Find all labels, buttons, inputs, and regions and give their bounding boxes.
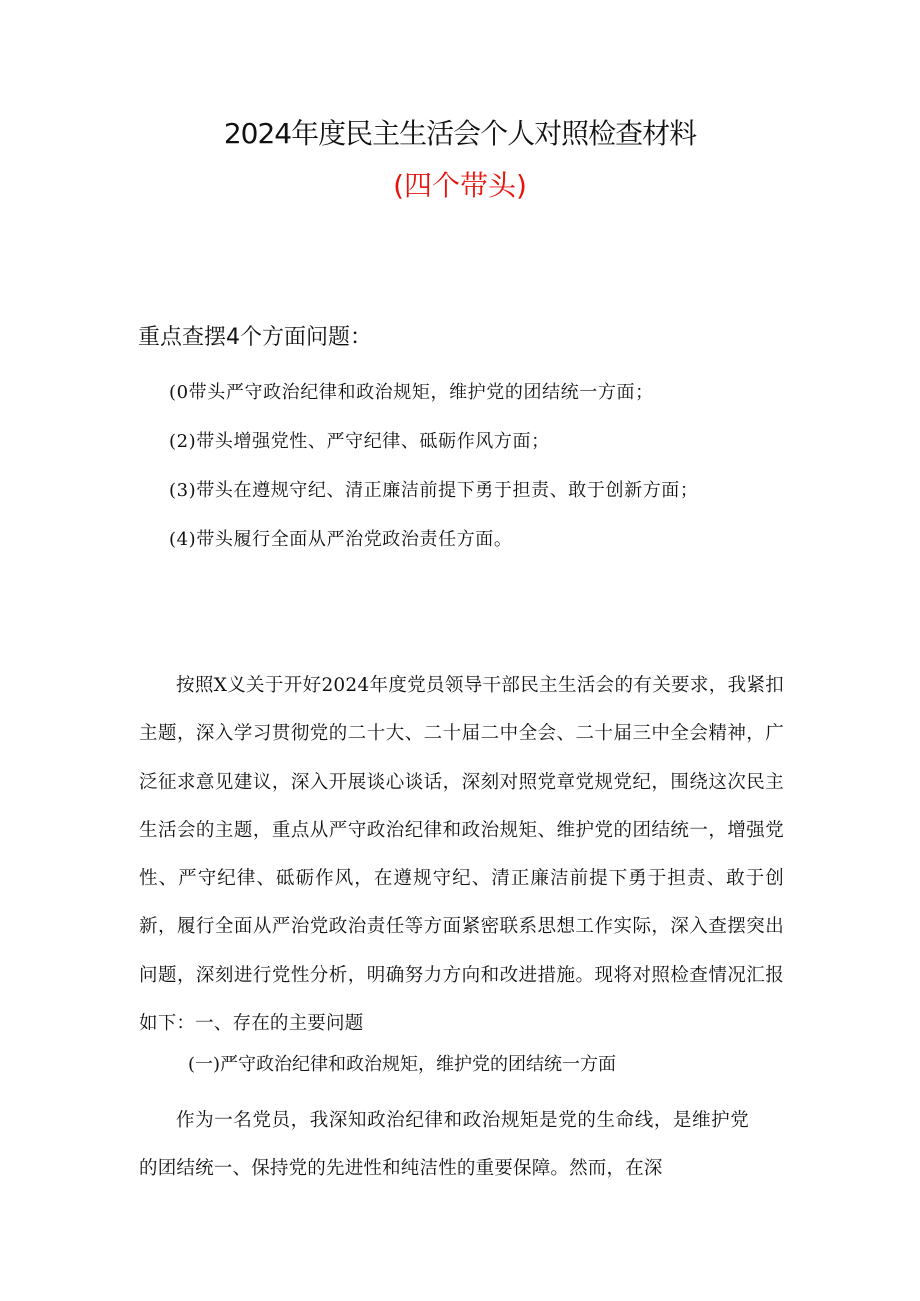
body-paragraph: 作为一名党员，我深知政治纪律和政治规矩是党的生命线，是维护党的团结统一、保持党的先进性和纯洁性的重要保障。然而，在深 [139,1110,749,1180]
list-item: (2)带头增强党性、严守纪律、砥砺作风方面； [169,431,550,452]
list-item: (0带头严守政治纪律和政治规矩，维护党的团结统一方面； [169,382,654,403]
intro-paragraph: 按照X义关于开好2024年度党员领导干部民主生活会的有关要求，我紧扣主题，深入学习贯彻党的二十大、二十届二中全会、二十届三中全会精神，广泛征求意见建议，深入开展谈心谈话，深刻对照党章党规党纪，围绕这次民主生活会的主题，重点从严守政治纪律和政治规矩、维护党的团结统一，增强党性、严守纪律、砥砺作风，在遵规守纪、清正廉洁前提下勇于担责、敢于创新，履行全面从严治党政治责任等方面紧密联系思想工作实际，深入查摆突出问题，深刻进行党性分析，明确努力方向和改进措施。现将对照检查情况汇报如下：一、存在的主要问题 [139,675,784,1035]
section-heading: 重点查摆4个方面问题： [138,325,372,350]
document-subtitle: (四个带头) [393,169,527,202]
subsection-heading: (一)严守政治纪律和政治规矩，维护党的团结统一方面 [188,1054,617,1075]
list-item: (4)带头履行全面从严治党政治责任方面。 [169,529,513,550]
list-item: (3)带头在遵规守纪、清正廉洁前提下勇于担责、敢于创新方面； [169,480,699,501]
document-title: 2024年度民主生活会个人对照检查材料 [223,117,697,150]
